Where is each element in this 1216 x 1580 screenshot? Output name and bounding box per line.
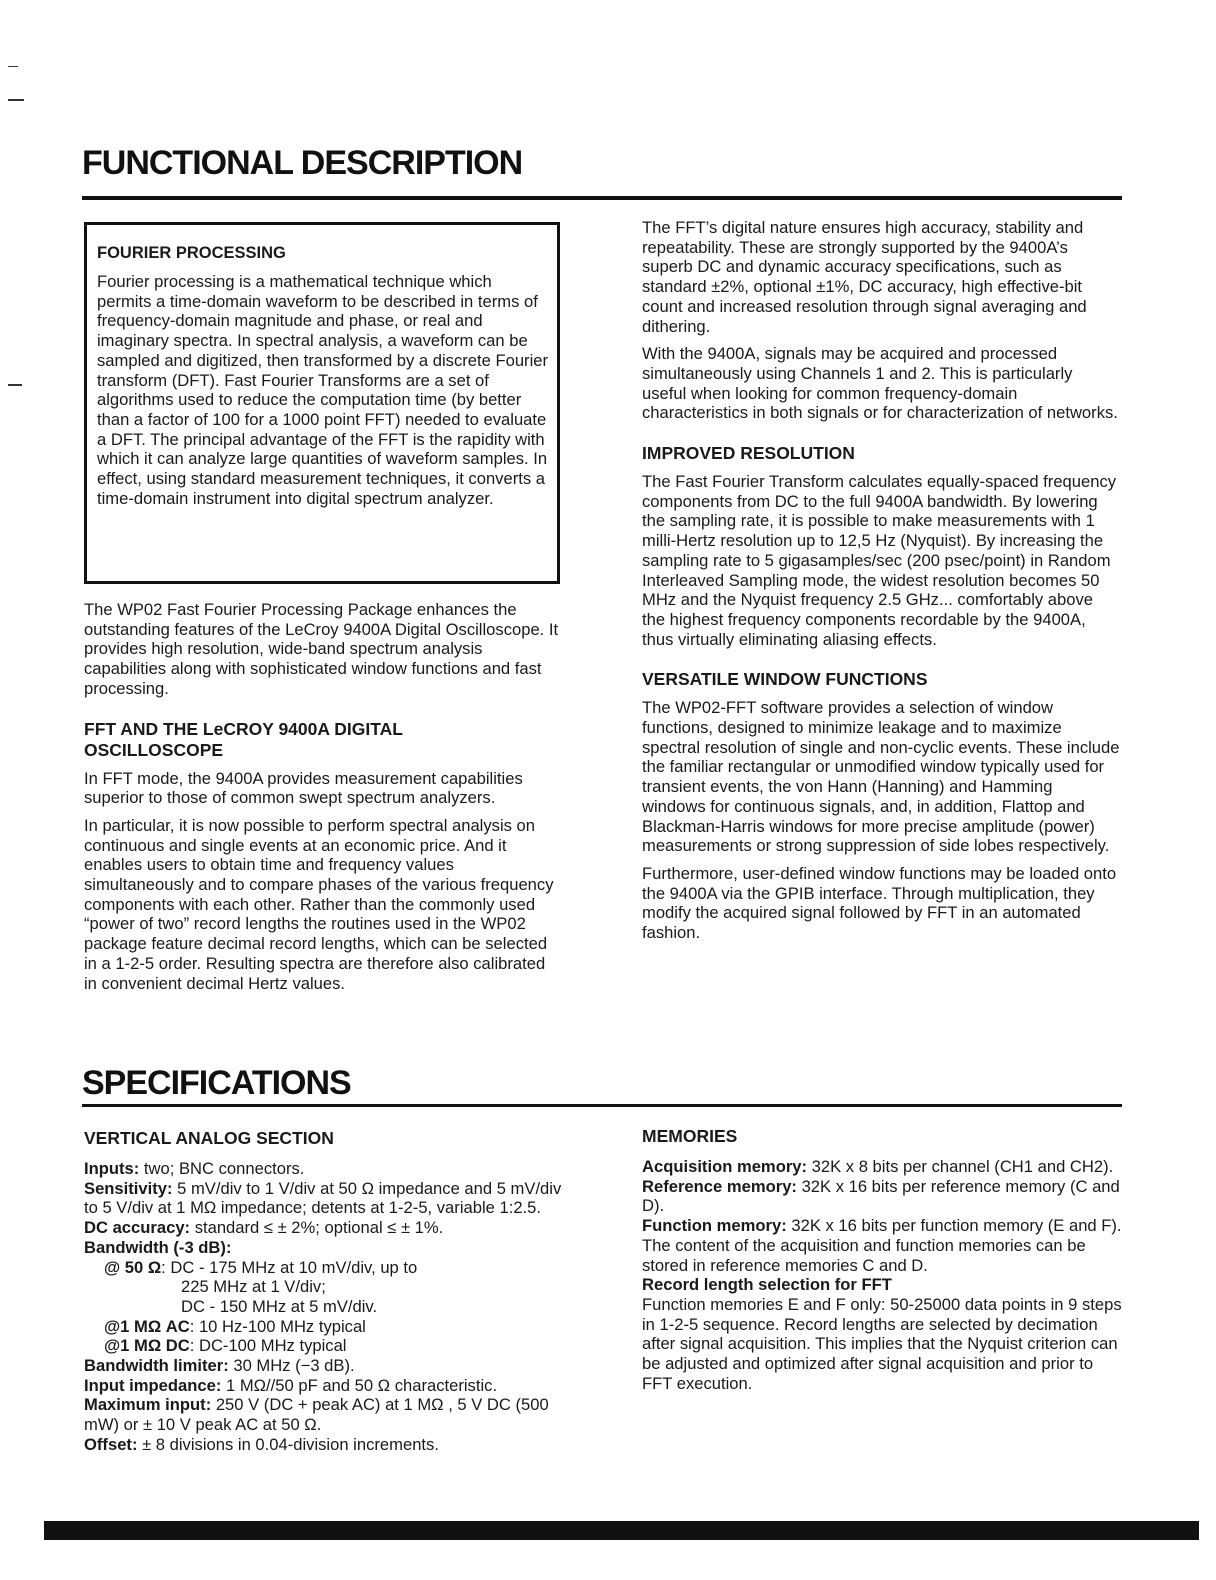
intro-paragraph: The WP02 Fast Fourier Processing Package enhances the outstanding features of the LeCroy 9400A Digital Oscilloscope. It provides high resolution, wide-band spectrum analysis capabilities along with sophisticated window functions and fast processing.	[84, 600, 559, 698]
heading-rule	[82, 196, 1122, 200]
spec-reference-memory: Reference memory: 32K x 16 bits per reference memory (C and D).	[642, 1176, 1120, 1216]
improved-resolution-heading: IMPROVED RESOLUTION	[642, 443, 855, 464]
specifications-rule	[82, 1104, 1122, 1107]
fourier-processing-text: Fourier processing is a mathematical technique which permits a time-domain waveform to be described in terms of frequency-domain magnitude and phase, or real and imaginary spectra. In spectral analysis, a waveform can be sampled and digitized, then transformed by a discrete Fourier transform (DFT). Fast Fourier Transforms are a set of algorithms used to reduce the computation time (by better than a factor of 100 for a 1000 point FFT) needed to evaluate a DFT. The principal advantage of the FFT is the rapidity with which it can analyze large quantities of waveform samples. In effect, using standard measurement techniques, it converts a time-domain instrument into digital spectrum analyzer.	[97, 272, 549, 508]
accuracy-paragraph: The FFT’s digital nature ensures high accuracy, stability and repeatability. These are strongly supported by the 9400A’s superb DC and dynamic accuracy specifications, such as standard ±2%, optional ±1%, DC accuracy, high effective-bit count and increased resolution through signal averaging and dithering.	[642, 218, 1087, 336]
fft-paragraph-1: In FFT mode, the 9400A provides measurement capabilities superior to those of common swept spectrum analyzers.	[84, 768, 523, 808]
spec-memory-content: The content of the acquisition and function memories can be stored in reference memories C and D.	[642, 1235, 1086, 1275]
margin-mark	[8, 66, 18, 67]
fft-paragraph-2: In particular, it is now possible to perform spectral analysis on continuous and single events at an economic price. And it enables users to obtain time and frequency values simultaneously and to compare phases of the various frequency components with each other. Rather than the commonly used “power of two” record lengths the routines used in the WP02 package feature decimal record lengths, which can be selected in a 1-2-5 order. Resulting spectra are therefore also calibrated in convenient decimal Hertz values.	[84, 815, 554, 993]
spec-inputs: Inputs: two; BNC connectors.	[84, 1159, 305, 1178]
spec-function-memory: Function memory: 32K x 16 bits per function memory (E and F).	[642, 1216, 1122, 1236]
window-paragraph-2: Furthermore, user-defined window functions may be loaded onto the 9400A via the GPIB interface. Through multiplication, they modify the acquired signal followed by FFT in an automated fashion.	[642, 863, 1117, 943]
memories-heading: MEMORIES	[642, 1126, 738, 1146]
vertical-analog-section	[84, 1128, 564, 1455]
page-bottom-bar	[44, 1521, 1199, 1540]
resolution-paragraph: The Fast Fourier Transform calculates equally-spaced frequency components from DC to the full 9400A bandwidth. By lowering the sampling rate, it is possible to make measurements with 1 milli-Hertz resolution up to 12,5 Hz (Nyquist). By increasing the sampling rate to 5 gigasamples/sec (200 psec/point) in Random Interleaved Sampling mode, the widest resolution becomes 50 MHz and the Nyquist frequency 2.5 GHz... comfortably above the highest frequency components recordable by the 9400A, thus virtually eliminating aliasing effects.	[642, 472, 1117, 649]
spec-bandwidth-50ohm-line3: DC - 150 MHz at 5 mV/div.	[181, 1296, 378, 1316]
spec-bandwidth-50ohm: @ 50 Ω: DC - 175 MHz at 10 mV/div, up to	[104, 1257, 418, 1277]
spec-maximum-input: Maximum input: 250 V (DC + peak AC) at 1 MΩ , 5 V DC (500 mW) or ± 10 V peak AC at 50 Ω.	[84, 1395, 549, 1435]
spec-record-length: Function memories E and F only: 50-25000 data points in 9 steps in 1-2-5 sequence. Record lengths are selected by decimation after signal acquisition. This implies that the Nyquist criterion can be adjusted and optimized after signal acquisition and prior to FFT execution.	[642, 1294, 1122, 1393]
spec-acquisition-memory: Acquisition memory: 32K x 8 bits per channel (CH1 and CH2).	[642, 1157, 1114, 1176]
margin-mark	[8, 99, 24, 101]
channels-paragraph: With the 9400A, signals may be acquired and processed simultaneously using Channels 1 and 2. This is particularly useful when looking for common frequency-domain characteristics in both signals or for characterization of networks.	[642, 344, 1118, 423]
spec-bandwidth-50ohm-line2: 225 MHz at 1 V/div;	[181, 1277, 326, 1297]
spec-bandwidth-1mohm-dc: @1 MΩ DC: DC-100 MHz typical	[104, 1336, 347, 1356]
spec-bandwidth-1mohm-ac: @1 MΩ AC: 10 Hz-100 MHz typical	[104, 1316, 366, 1336]
margin-mark	[8, 384, 22, 386]
spec-bandwidth: Bandwidth (-3 dB):	[84, 1237, 232, 1257]
window-functions-heading: VERSATILE WINDOW FUNCTIONS	[642, 669, 928, 690]
spec-input-impedance: Input impedance: 1 MΩ//50 pF and 50 Ω characteristic.	[84, 1375, 498, 1395]
vertical-analog-heading: VERTICAL ANALOG SECTION	[84, 1128, 334, 1148]
fourier-processing-box	[84, 222, 560, 584]
spec-offset: Offset: ± 8 divisions in 0.04-division increments.	[84, 1434, 439, 1454]
fourier-processing-title: FOURIER PROCESSING	[97, 244, 286, 262]
specifications-heading: SPECIFICATIONS	[82, 1064, 351, 1102]
memories-section	[642, 1126, 1122, 1393]
fft-9400a-heading: FFT AND THE LeCROY 9400A DIGITAL OSCILLOSCOPE	[84, 718, 403, 760]
spec-dc-accuracy: DC accuracy: standard ≤ ± 2%; optional ≤ ± 1%.	[84, 1218, 444, 1238]
spec-bandwidth-limiter: Bandwidth limiter: 30 MHz (−3 dB).	[84, 1356, 355, 1376]
spec-record-length-label: Record length selection for FFT	[642, 1275, 892, 1295]
functional-description-heading: FUNCTIONAL DESCRIPTION	[82, 144, 523, 182]
spec-sensitivity: Sensitivity: 5 mV/div to 1 V/div at 50 Ω impedance and 5 mV/div to 5 V/div at 1 MΩ impedance; detents at 1-2-5, variable 1:2.5.	[84, 1178, 562, 1218]
left-column	[84, 600, 560, 1001]
window-paragraph-1: The WP02-FFT software provides a selection of window functions, designed to minimize leakage and to maximize spectral resolution of single and non-cyclic events. These include the familiar rectangular or unmodified window typically used for transient events, the von Hann (Hanning) and Hamming windows for continuous signals, and, in addition, Flattop and Blackman-Harris windows for more precise amplitude (power) measurements or strong suppression of side lobes respectively.	[642, 698, 1120, 856]
right-column	[642, 218, 1120, 951]
